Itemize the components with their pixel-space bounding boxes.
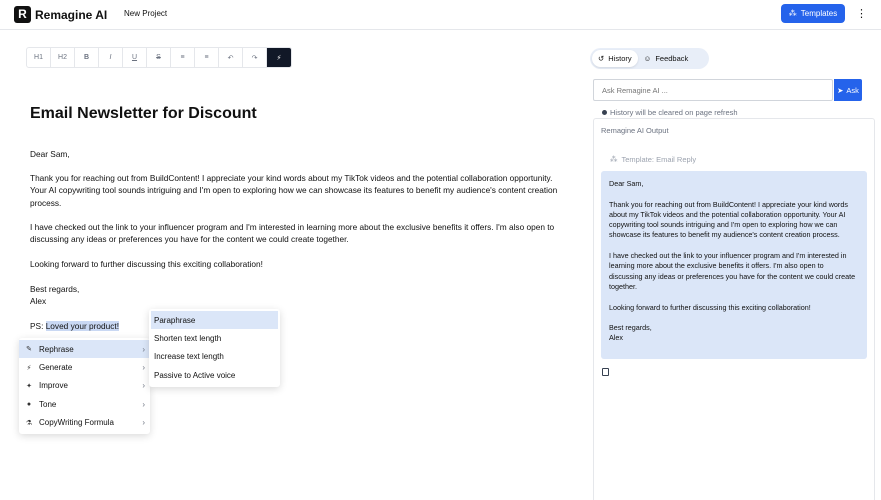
tab-feedback-label: Feedback <box>655 54 689 63</box>
undo-icon[interactable]: ↶ <box>219 48 243 67</box>
submenu-item-paraphrase[interactable]: Paraphrase <box>151 311 278 329</box>
chevron-right-icon: › <box>142 399 145 409</box>
bold-icon[interactable]: B <box>75 48 99 67</box>
info-dot-icon <box>602 110 607 115</box>
heading2-icon[interactable]: H2 <box>51 48 75 67</box>
top-bar <box>0 0 881 30</box>
template-label <box>610 155 696 164</box>
italic-icon[interactable]: I <box>99 48 123 67</box>
menu-item-label: Tone <box>39 399 57 409</box>
doc-signoff-line1: Best regards, <box>30 284 80 294</box>
selected-text[interactable]: Loved your product! <box>45 321 120 331</box>
brand-name: Remagine AI <box>35 8 108 22</box>
template-label-text: Template: Email Reply <box>621 155 697 164</box>
menu-item-improve[interactable] <box>19 377 150 395</box>
output-signoff <box>609 323 859 344</box>
output-paragraph-2: I have checked out the link to your influencer program and I'm interested in learning more about the exclusive benefits it offers. I'm also open to discussing any ideas or preferences you have for the content we could create together. <box>609 251 856 291</box>
ai-lightning-icon[interactable]: ⚡ <box>267 48 291 67</box>
templates-label: Templates <box>800 9 838 18</box>
menu-item-tone[interactable] <box>19 395 150 413</box>
doc-signoff[interactable] <box>30 283 560 308</box>
tab-history-label: History <box>608 54 632 63</box>
ask-input[interactable] <box>593 79 833 101</box>
chevron-right-icon: › <box>142 363 145 373</box>
menu-item-label: Rephrase <box>39 344 74 354</box>
menu-item-label: Improve <box>39 381 68 391</box>
copy-icon[interactable] <box>602 368 609 376</box>
output-signoff-line2: Alex <box>609 333 623 343</box>
ai-output-panel <box>593 118 875 500</box>
more-menu-icon[interactable]: ⋮ <box>856 8 867 20</box>
menu-item-label: Generate <box>39 363 73 373</box>
menu-item-copywriting-formula[interactable] <box>19 414 150 432</box>
templates-button[interactable] <box>781 4 845 23</box>
chevron-right-icon: › <box>142 418 145 428</box>
doc-paragraph-3[interactable]: Looking forward to further discussing this exciting collaboration! <box>30 259 263 269</box>
output-greeting: Dear Sam, <box>609 179 644 188</box>
tab-feedback[interactable] <box>638 50 695 67</box>
document-title[interactable]: Email Newsletter for Discount <box>30 105 257 122</box>
output-paragraph-3: Looking forward to further discussing this exciting collaboration! <box>609 302 811 312</box>
doc-signoff-line2: Alex <box>30 296 47 307</box>
pencil-icon: ✎ <box>26 346 32 354</box>
submenu-item-increase[interactable]: Increase text length <box>154 352 224 362</box>
menu-item-rephrase[interactable] <box>19 340 150 358</box>
ask-button[interactable] <box>834 79 862 101</box>
output-paragraph-1: Thank you for reaching out from BuildContent! I appreciate your kind words about my TikTok videos and the potential collaboration opportunity. Your AI copywriting tool sounds intriguing and I'm open to exploring how we can showcase its features to benefit my audience's content creation process. <box>609 199 848 240</box>
ask-label: Ask <box>846 85 859 95</box>
send-icon: ➤ <box>837 85 844 95</box>
grid-icon: ⁂ <box>788 9 797 18</box>
submenu-item-shorten[interactable]: Shorten text length <box>154 334 222 344</box>
doc-paragraph-2[interactable]: I have checked out the link to your influencer program and I'm interested in learning more about the exclusive benefits it offers. I'm also open to discussing any ideas or preferences you have for the content we could create together. <box>30 222 555 245</box>
flask-icon: ⚗ <box>25 419 33 427</box>
wand-icon: ✦ <box>26 382 32 390</box>
panel-tabs <box>590 48 709 69</box>
editor-toolbar <box>26 47 292 68</box>
submenu-item-passive-to-active[interactable]: Passive to Active voice <box>154 370 236 380</box>
doc-ps-prefix: PS: <box>30 321 46 331</box>
menu-item-label: CopyWriting Formula <box>39 418 114 428</box>
heading1-icon[interactable]: H1 <box>27 48 51 67</box>
chevron-right-icon: › <box>142 381 145 391</box>
logo-icon: R <box>14 6 31 23</box>
doc-ps[interactable] <box>30 320 560 332</box>
tab-history[interactable] <box>592 50 638 67</box>
context-menu <box>19 338 150 434</box>
redo-icon[interactable]: ↷ <box>243 48 267 67</box>
palette-icon: ● <box>26 400 32 408</box>
feedback-icon: ☺ <box>643 54 652 63</box>
output-label: Remagine AI Output <box>601 126 669 135</box>
chevron-right-icon: › <box>142 344 145 354</box>
project-name[interactable]: New Project <box>124 9 168 18</box>
output-card <box>601 171 867 359</box>
template-icon: ⁂ <box>610 155 618 164</box>
numbered-list-icon[interactable]: ≡ <box>195 48 219 67</box>
history-icon: ↺ <box>598 54 605 63</box>
underline-icon[interactable]: U <box>123 48 147 67</box>
strikethrough-icon[interactable]: S <box>147 48 171 67</box>
doc-paragraph-1[interactable]: Thank you for reaching out from BuildContent! I appreciate your kind words about my TikTok videos and the potential collaboration opportunity. Your AI copywriting tool sounds intriguing and I'm open to exploring how we can showcase its features to benefit my audience's content creation process. <box>30 173 558 208</box>
rephrase-submenu <box>149 309 280 387</box>
bullet-list-icon[interactable]: ≡ <box>171 48 195 67</box>
lightning-icon: ⚡ <box>26 364 32 372</box>
doc-greeting[interactable]: Dear Sam, <box>30 149 70 159</box>
output-signoff-line1: Best regards, <box>609 323 652 333</box>
menu-item-generate[interactable] <box>19 358 150 376</box>
history-note <box>602 108 738 117</box>
history-note-text: History will be cleared on page refresh <box>610 108 738 117</box>
